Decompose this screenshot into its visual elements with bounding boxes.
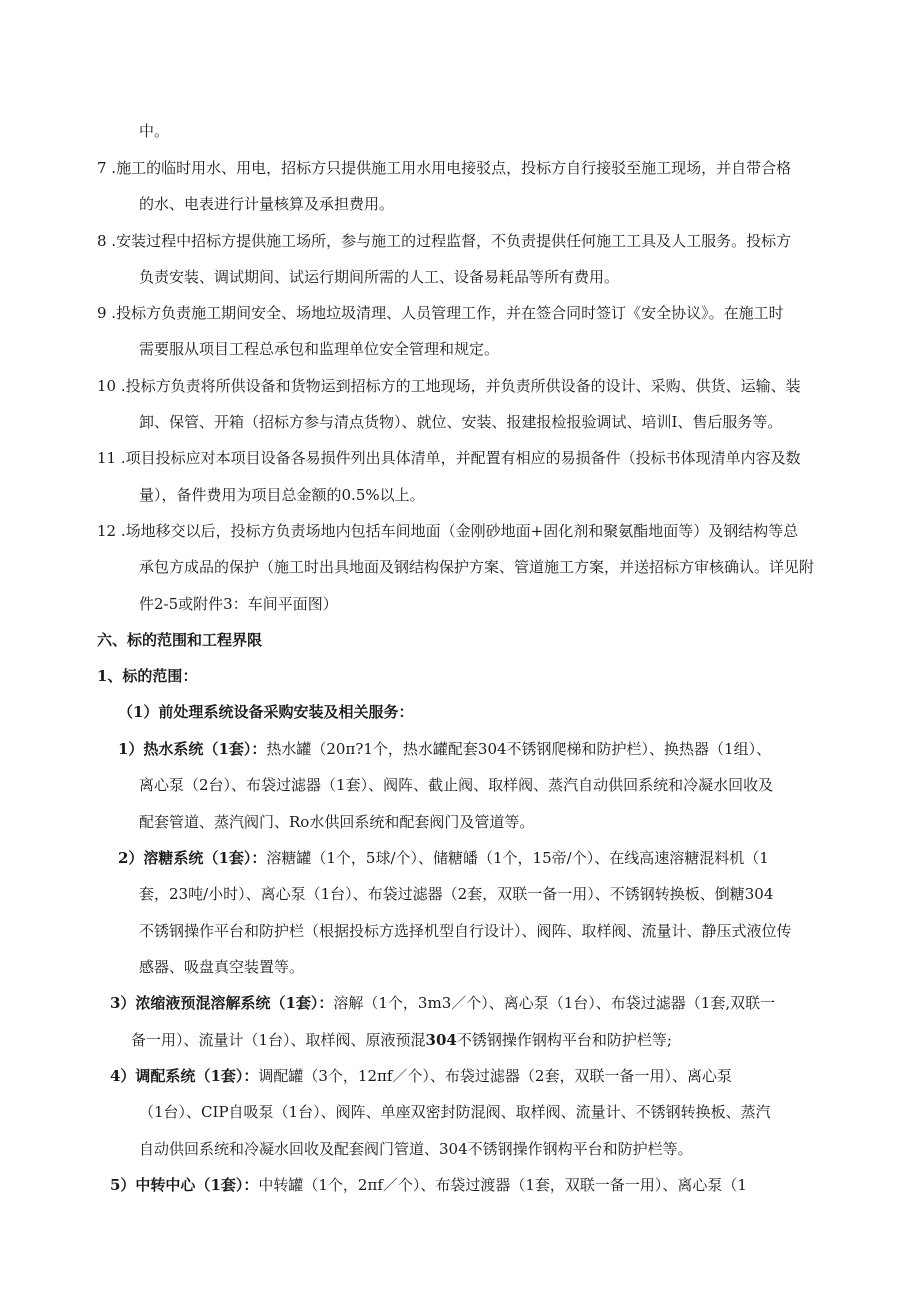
item-10-line-2: 卸、保管、开箱（招标方参与清点货物）、就位、安装、报建报检报验调试、培训I、售后服务等。 <box>139 413 783 431</box>
system-4-desc: 调配罐（3个，12πf／个）、布袋过滤器（2套，双联一备一用）、离心泵 <box>258 1067 732 1085</box>
system-3-title: 3）浓缩液预混溶解系统（1套）： <box>110 994 334 1012</box>
item-8-line-2: 负责安装、调试期间、试运行期间所需的人工、设备易耗品等所有费用。 <box>139 268 620 286</box>
system-1-line-2: 离心泵（2台）、布袋过滤器（1套）、阀阵、截止阀、取样阀、蒸汽自动供回系统和冷凝水回收及 <box>139 776 774 794</box>
subsection-item-heading: （1）前处理系统设备采购安装及相关服务： <box>118 703 414 721</box>
system-1-line-1 <box>118 739 771 759</box>
item-7-line-2: 的水、电表进行计量核算及承担费用。 <box>139 195 395 213</box>
item-11-line-2: 量），备件费用为项目总金额的0.5%以上。 <box>139 486 425 504</box>
system-3-line-1 <box>110 993 775 1013</box>
system-2-desc: 溶糖罐（1个，5球/个）、储糖皤（1个，15帝/个）、在线高速溶糖混料机（1 <box>266 849 769 867</box>
item-11-line-1: 11 .项目投标应对本项目设备各易损件列出具体清单，并配置有相应的易损备件（投标书体现清单内容及数 <box>97 449 801 467</box>
system-2-line-1 <box>118 848 769 868</box>
item-12-line-1: 12 .场地移交以后，投标方负责场地内包括车间地面（金刚砂地面+固化剂和聚氨酯地面等）及钢结构等总 <box>97 522 799 540</box>
item-12-line-3: 件2-5或附件3：车间平面图） <box>139 595 338 613</box>
system-5-line-1 <box>110 1175 747 1195</box>
system-2-line-4: 感器、吸盘真空装置等。 <box>139 958 305 976</box>
system-1-desc: 热水罐（20π?1个，热水罐配套304不锈钢爬梯和防护栏）、换热器（1组）、 <box>266 740 772 758</box>
item-10-line-1: 10 .投标方负责将所供设备和货物运到招标方的工地现场，并负责所供设备的设计、采购、供货、运输、装 <box>97 377 801 395</box>
system-1-line-3: 配套管道、蒸汽阀门、Ro水供回系统和配套阀门及管道等。 <box>139 813 535 831</box>
system-2-line-3: 不锈钢操作平台和防护栏（根据投标方选择机型自行设计）、阀阵、取样阀、流量计、静压式液位传 <box>139 922 792 940</box>
system-2-title: 2）溶糖系统（1套）： <box>118 849 267 867</box>
item-7-line-1: 7 .施工的临时用水、用电，招标方只提供施工用水用电接驳点，投标方自行接驳至施工现场，并自带合格 <box>97 159 792 177</box>
system-3-desc: 溶解（1个，3m3／个）、离心泵（1台）、布袋过滤器（1套,双联一 <box>333 994 776 1012</box>
item-9-line-1: 9 .投标方负责施工期间安全、场地垃圾清理、人员管理工作，并在签合同时签订《安全协议》。在施工时 <box>97 304 784 322</box>
system-3-desc-c: 不锈钢操作钢构平台和防护栏等; <box>456 1031 672 1049</box>
text-line: 中。 <box>139 122 170 140</box>
system-5-title: 5）中转中心（1套）： <box>110 1176 259 1194</box>
system-4-line-1 <box>110 1066 732 1086</box>
system-5-desc: 中转罐（1个，2πf／个）、布袋过渡器（1套，双联一备一用）、离心泵（1 <box>258 1176 747 1194</box>
section-heading: 六、标的范围和工程界限 <box>97 631 263 649</box>
system-2-line-2: 套，23吨/小时）、离心泵（1台）、布袋过滤器（2套，双联一备一用）、不锈钢转换板、倒糖304 <box>139 885 774 903</box>
system-3-desc-b: 304 <box>425 1031 457 1049</box>
system-4-line-2: （1台）、CIP自吸泵（1台）、阀阵、单座双密封防混阀、取样阀、流量计、不锈钢转换板、蒸汽 <box>139 1103 771 1121</box>
item-9-line-2: 需要服从项目工程总承包和监理单位安全管理和规定。 <box>139 340 500 358</box>
system-3-line-2 <box>131 1030 672 1050</box>
system-4-title: 4）调配系统（1套）： <box>110 1067 259 1085</box>
item-12-line-2: 承包方成品的保护（施工时出具地面及钢结构保护方案、管道施工方案，并送招标方审核确认。详见附 <box>139 558 815 576</box>
system-4-line-3: 自动供回系统和冷凝水回收及配套阀门管道、304不锈钢操作钢构平台和防护栏等。 <box>139 1140 693 1158</box>
system-3-desc-a: 备一用）、流量计（1台）、取样阀、原液预混 <box>131 1031 426 1049</box>
system-1-title: 1）热水系统（1套）： <box>118 740 267 758</box>
item-8-line-1: 8 .安装过程中招标方提供施工场所，参与施工的过程监督，不负责提供任何施工工具及人工服务。投标方 <box>97 232 792 250</box>
subsection-heading: 1、标的范围： <box>97 667 198 685</box>
